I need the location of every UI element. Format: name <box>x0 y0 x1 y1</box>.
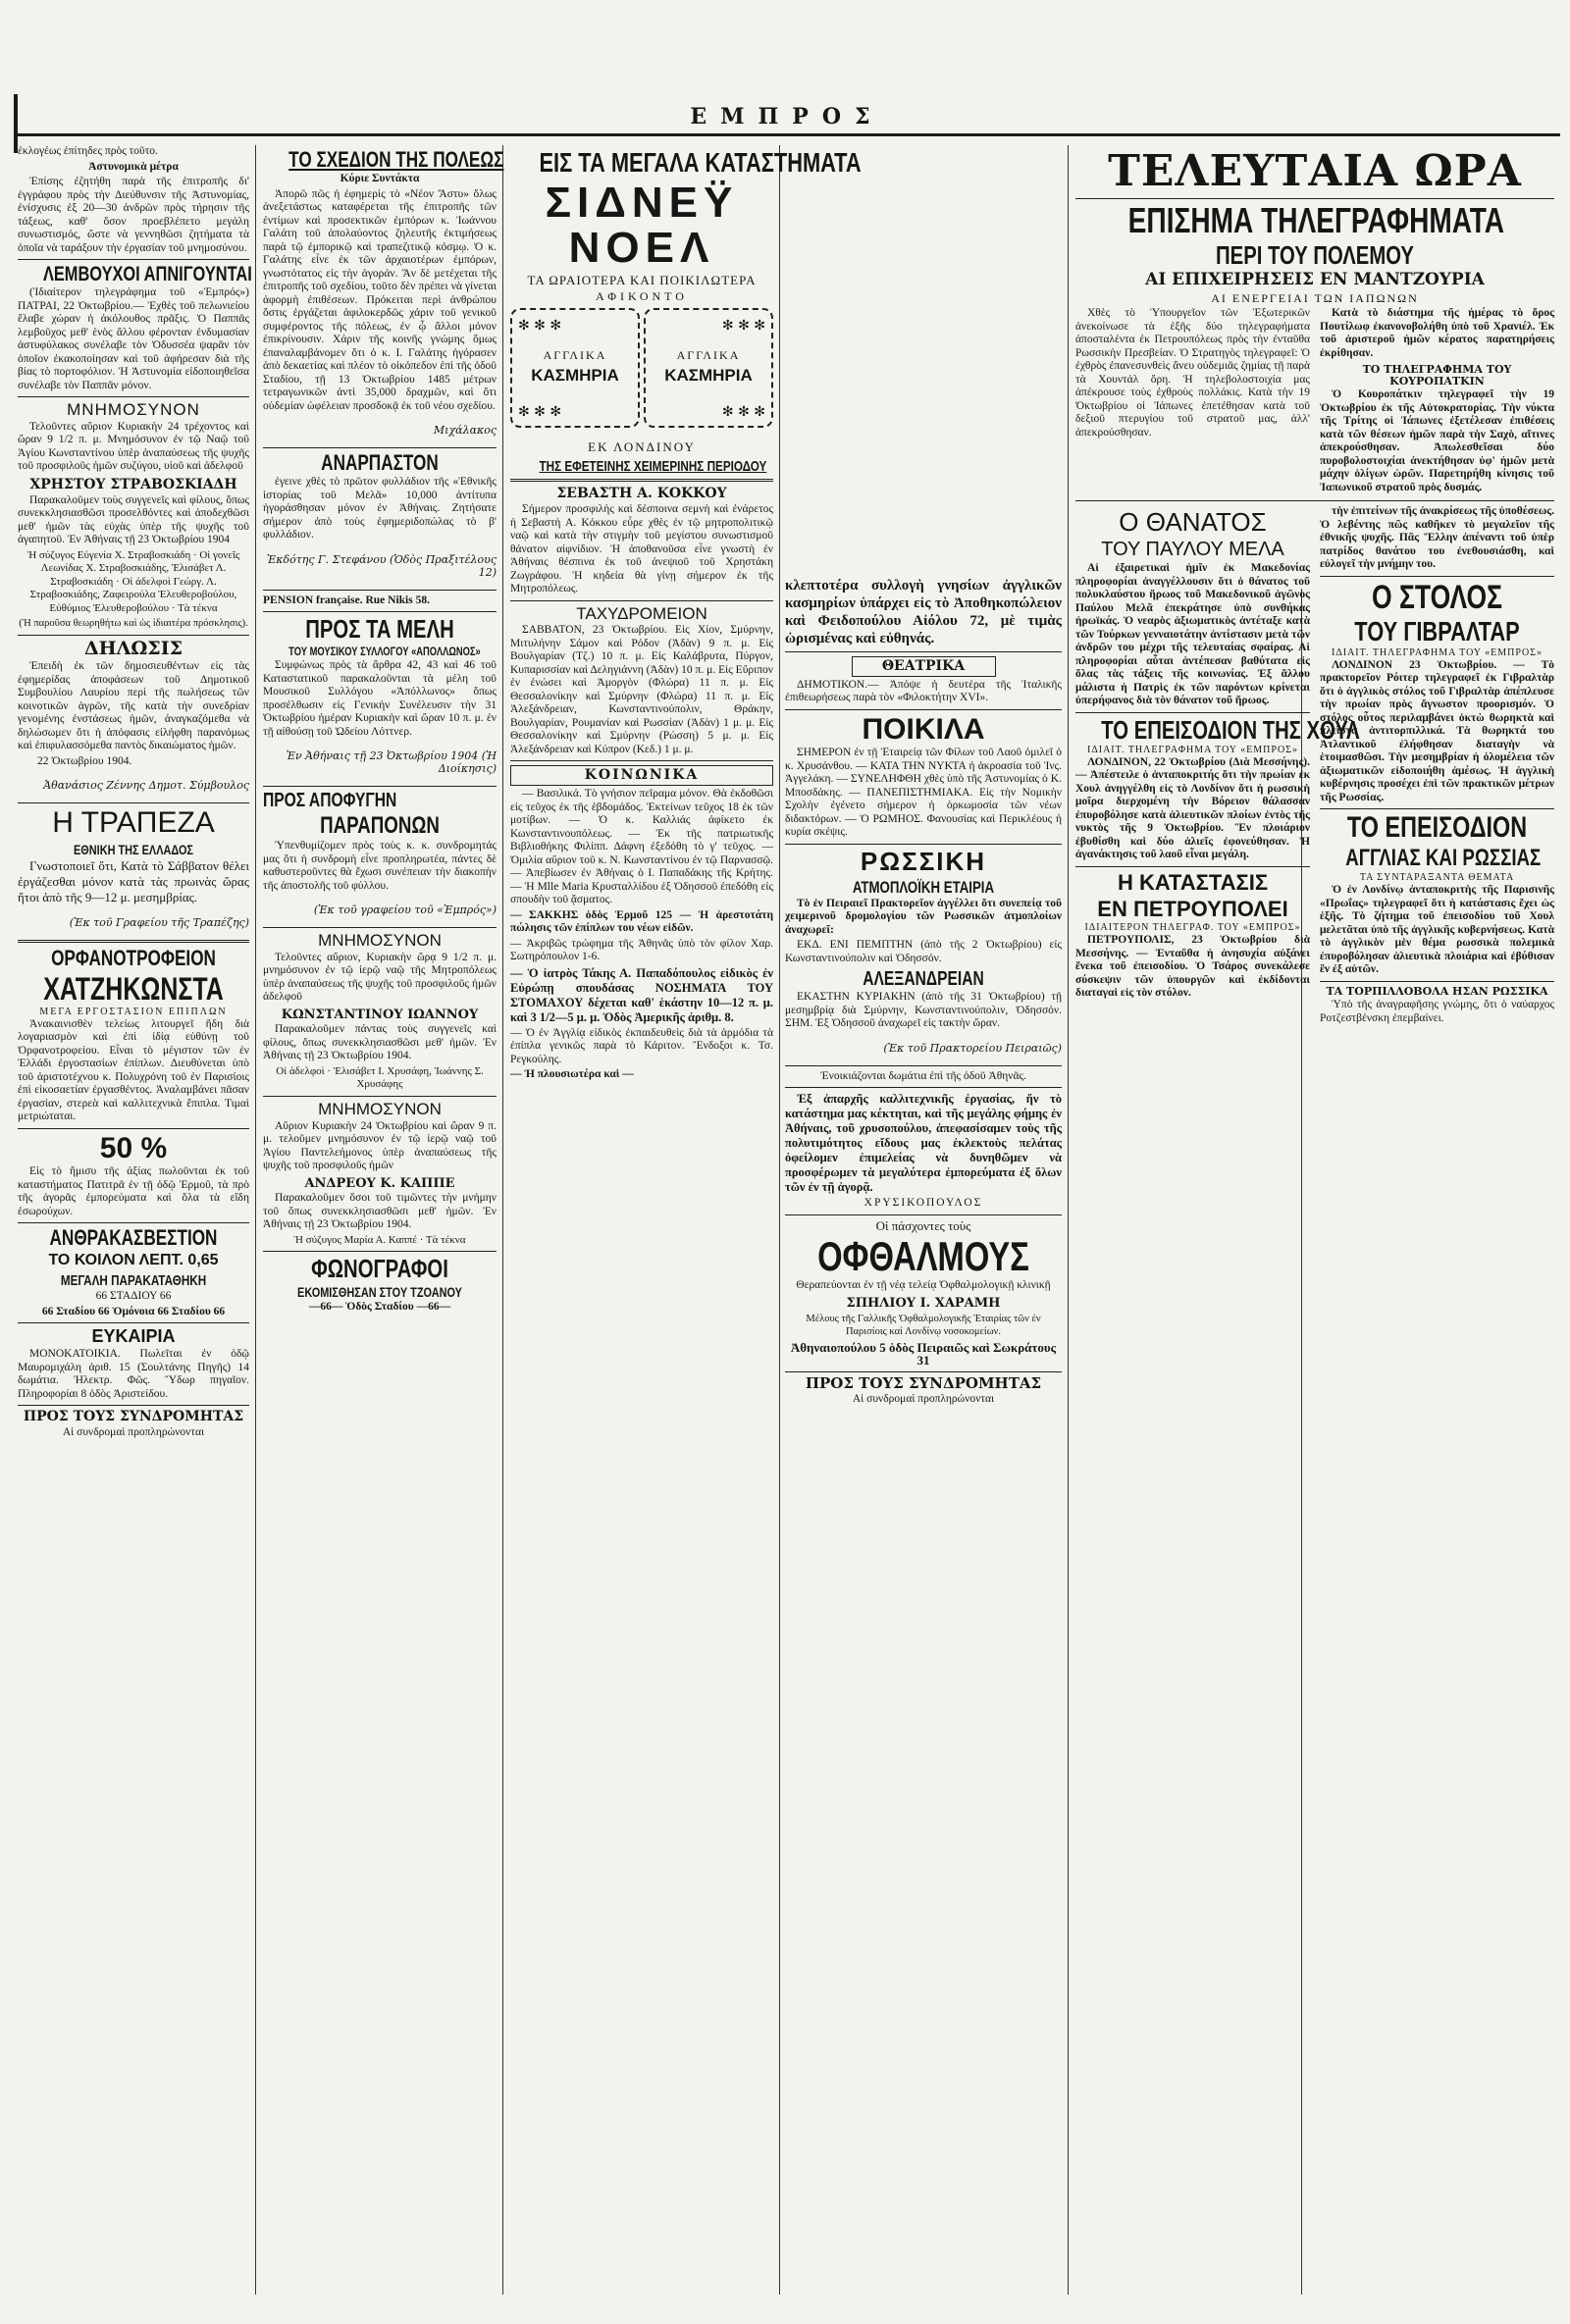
headline-theatrika: ΘΕΑΤΡΙΚΑ <box>852 656 996 677</box>
subheading: ΤΟΥ ΜΟΥΣΙΚΟΥ ΣΥΛΛΟΓΟΥ «ΑΠΟΛΛΩΝΟΣ» <box>288 645 481 658</box>
subheading: ΤΑ ΤΟΡΠΙΛΛΟΒΟΛΑ ΗΣΑΝ ΡΩΣΣΙΚΑ <box>1326 984 1548 998</box>
lower-right-col <box>1320 505 1554 1027</box>
ad-subheading: ΤΑ ΩΡΑΙΟΤΕΡΑ ΚΑΙ ΠΟΙΚΙΛΩΤΕΡΑ <box>527 273 757 288</box>
divider <box>785 1087 1062 1088</box>
star-ornament-icon: ✻ ✻ ✻ <box>518 404 562 421</box>
ad-text: Μέλους τῆς Γαλλικῆς Ὀφθαλμολογικῆς Ἑταιρίας τῶν ἐν Παρισίοις καὶ Λονδίνῳ νοσοκομείων. <box>806 1313 1041 1338</box>
ad-arrived: ΑΦΙΚΟΝΤΟ <box>596 289 688 304</box>
notice-text: Ὑπενθυμίζομεν πρὸς τοὺς κ. κ. συνδρομητάς μας ὅτι ἡ συνδρομὴ εἶνε προπληρωτέα, πάντες δὲ καθυστεροῦντες θὰ ἔχωσι συνέπειαν τὴν διακοπὴν τῆς ἀποστολῆς τοῦ φύλλου. <box>263 840 497 892</box>
divider <box>18 1405 249 1406</box>
address-line: 66 Σταδίου 66 Ὁμόνοια 66 Σταδίου 66 <box>41 1305 226 1317</box>
notice-text: Αὔριον Κυριακὴν 24 Ὀκτωβρίου καὶ ὥραν 9 π. μ. τελοῦμεν μνημόσυνον ἐν τῷ ἱερῷ ναῷ τοῦ Ἁγίου Παντελεήμονος ὑπὲρ ἀναπαύσεως τῆς ψυχῆς τοῦ προσφιλοῦς ἡμῶν <box>263 1119 497 1172</box>
lower-two-col <box>1075 505 1554 1027</box>
headline-katastasis-2: ΕΝ ΠΕΤΡΟΥΠΟΛΕΙ <box>1097 897 1288 922</box>
article-text: Ὁ Κουροπάτκιν τηλεγραφεῖ τὴν 19 Ὀκτωβρίου ἐκ τῆς Αὐτοκρατορίας. Τὴν νύκτα τῆς Τρίτης οἱ Ἰάπωνες ἐξετέλεσαν ἐπιθέσεις κατὰ τῶν θέσεων ἡμῶν παρὰ τὴν Σαχὸ, αἵτινες ἀπεκρούσθησαν. Ἀπωλεσθεῖσαι δύο πυροβολοστοιχίαι ἀνεκτήθησαν ὑφ' ἡμῶν μετὰ μάχην ὀλίγων ὡρῶν. Παρετηρήθη κίνησις τοῦ Ἰαπωνικοῦ στρατοῦ πρὸς δυσμάς. <box>1320 388 1554 493</box>
headline-tachydromeion: ΤΑΧΥΔΡΟΜΕΙΟΝ <box>576 603 707 623</box>
headline-mnemosynon: ΜΝΗΜΟΣΥΝΟΝ <box>318 931 442 950</box>
article-text: (Ἰδιαίτερον τηλεγράφημα τοῦ «Ἐμπρός») ΠΑΤΡΑΙ, 22 Ὀκτωβρίου.— Ἐχθὲς τοῦ πελωνιείου ἔλαβε χώραν ἡ ἀκόλουθος πρᾶξις. Ὁ Παππᾶς λεμβοῦχος μεθ' ἑνὸς ἄλλου φέρονταν ἐνδυμασίαν ἀστυφύλακος συνέλαβε τὸν Ὀδυσσέα ψαρᾶν τὸν ὁποῖον ἐκακοποίησαν καὶ τοῦ ἀφήρεσαν διὰ τῆς βίας τὸ πορτοφόλιον. Ἡ Ἀστυνομία εἰδοποιηθεῖσα συνέλαβε τὸν Παππᾶν μόνον. <box>18 286 249 391</box>
article-text: Ἀπορῶ πῶς ἡ ἐφημερὶς τὸ «Νέον Ἄστυ» ὅλως ἀνεξετάστως καταφέρεται τῆς ἐπιτροπῆς τῶν ἐντίμων καὶ προσεκτικῶν ἐμπόρων κ. Ἰωάννου Γαλάτη τοῦ ἀπολαύοντος ζηλευτῆς ἐκτιμήσεως παρὰ τῷ ἐμπορικῷ καὶ τραπεζιτικῷ κόσμῳ. Ὁ κ. Γαλάτης εἶνε ἐκ τῶν ἀρχαιοτέρων ἐμπόρων, γνωστότατος εἰς τὴν ἀγοράν. Ἂν δὲ μετέχεται τῆς ἐπιτροπῆς τοῦ σχεδίου, τοῦτο δὲν πρέπει νὰ γίνεται ἀφορμὴ ἐπιθέσεων. Πρόκειται περὶ ἀνθρώπου ὅστις ἐργάζεται ἀφιλοκερδῶς χάριν τοῦ γενικοῦ συμφέροντος τῆς πόλεως, ἐν ᾧ ἄλλοι μόνον ἐπικρίνουσιν. Χάριν τῆς κοινῆς γνώμης ὅμως ἐπαναλαμβάνομεν ὅτι ὁ κ. Ι. Γαλάτης ἠγόρασεν ἀπὸ δεκαετίας καὶ πλέον τὸ οἰκόπεδον ἐπὶ τῆς ὁδοῦ Σταδίου, τῇ 13 Ὀκτωβρίου 1485 μέτρων τετραγωνικῶν ἀντὶ 35,000 δραχμῶν, καὶ ὅτι οὐδεμίαν ὠφέλειαν προσδοκᾷ ἐκ τοῦ νέου σχεδίου. <box>263 187 497 412</box>
subheading: ΜΕΓΑΛΗ ΠΑΡΑΚΑΤΑΘΗΚΗ <box>60 1272 207 1290</box>
headline-subscribers: ΠΡΟΣ ΤΟΥΣ ΣΥΝΔΡΟΜΗΤΑΣ <box>805 1373 1042 1392</box>
lower-left-col <box>1075 505 1360 1027</box>
divider <box>18 940 249 943</box>
headline-thanatos: Ο ΘΑΝΑΤΟΣ <box>1119 507 1267 538</box>
headline-ops: ΑΙ ΕΠΙΧΕΙΡΗΣΕΙΣ ΕΝ ΜΑΝΤΖΟΥΡΙΑ <box>1145 270 1485 290</box>
divider <box>1320 576 1554 577</box>
notice-text: Παρακαλοῦμεν τοὺς συγγενεῖς καὶ φίλους, ὅπως συνεκκλησιασθῶσι προσελθόντες καὶ ἀποδεχθῶσι μεθ' ἡμῶν τὰς εὐχὰς ὑπὲρ τῆς ψυχῆς τοῦ ἀγαπητοῦ. Ἐν Ἀθήναις τῇ 23 Ὀκτωβρίου 1904 <box>18 493 249 546</box>
family-list: Ἡ σύζυγος Εὐγενία Χ. Στραβοσκιάδη · Οἱ γονεῖς Λεωνίδας Χ. Στραβοσκιάδης, Ἑλισάβετ Λ. Στραβοσκιάδη · Οἱ ἀδελφοὶ Γεώργ. Λ. Στραβοσκιάδης, Ζαφειρούλα Ἐλευθεροβούλου, Εὐθύμιος Ἐλευθεροβούλου · Τὰ τέκνα <box>26 548 240 614</box>
notice-signature: (Ἐκ τοῦ Γραφείου τῆς Τραπέζης) <box>69 915 249 929</box>
newspaper-title: ΕΜΠΡΟΣ <box>690 104 884 129</box>
notice-text: Γνωστοποιεῖ ὅτι, Κατὰ τὸ Σάββατον θέλει ἐργάζεσθαι μόνον κατὰ τὰς πρωινὰς ὥρας ἤτοι ἀπὸ τῆς 9—12 μ. μεσημβρίας. <box>18 857 249 904</box>
article-text: ΛΟΝΔΙΝΟΝ, 22 Ὀκτωβρίου (Διὰ Μεσσήνης). — Ἀπέστειλε ὁ ἀνταποκριτής ὅτι τὴν πρωίαν ἐκ Χουλ ἀνηγγέλθη εἰς τὸ Λονδίνον ὅτι ἡ ρωσσικὴ μοῖρα διερχομένη τὴν Βόρειον θάλασσαν ἐπυροβόλησε κατὰ ἁλιευτικῶν πλοίων ἐντὸς τῆς νυκτὸς τῆς 9 Ὀκτωβρίου. Ἓν πλοιάριον ἐβυθίσθη καὶ δύο ἁλιεῖς ἐφονεύθησαν. Ἡ ἀγανάκτησις τοῦ λαοῦ εἶναι μεγάλη. <box>1075 755 1310 861</box>
price-line: ΤΟ ΚΟΙΛΟΝ ΛΕΠΤ. 0,65 <box>48 1252 219 1269</box>
notice-text: Τελοῦντες αὔριον Κυριακὴν 24 τρέχοντος καὶ ὥραν 9 1/2 π. μ. Μνημόσυνον ἐν τῷ Ναῷ τοῦ Ἁγίου Κωνσταντίνου ὑπὲρ ἀναπαύσεως τῆς ψυχῆς τοῦ προσφιλοῦς ἡμῶν συζύγου, υἱοῦ καὶ ἀδελφοῦ <box>18 420 249 473</box>
divider <box>263 611 497 612</box>
headline-last-hour: ΤΕΛΕΥΤΑΙΑ ΩΡΑ <box>1108 146 1522 196</box>
divider <box>18 1322 249 1323</box>
divider <box>510 760 773 761</box>
divider <box>510 479 773 482</box>
notice-signature: Ἀθανάσιος Ζέννης Δημοτ. Σύμβουλος <box>43 779 249 793</box>
star-ornament-icon: ✻ ✻ ✻ <box>721 318 765 335</box>
subheading: ΤΑ ΣΥΝΤΑΡΑΞΑΝΤΑ ΘΕΜΑΤΑ <box>1359 872 1515 884</box>
ad-label: ΚΑΣΜΗΡΙΑ <box>531 366 619 386</box>
subheading: ΑΤΜΟΠΛΟΪΚΗ ΕΤΑΙΡΙΑ <box>852 877 995 897</box>
divider <box>785 844 1062 845</box>
article-text: Ὑπὸ τῆς ἀναγραφῆσης γνώμης, ὅτι ὁ ναύαρχος Ροτζεστβένσκη ἐπεμβαίνει. <box>1320 999 1554 1024</box>
notice-text: Παρακαλοῦμεν ὅσοι τοῦ τιμῶντες τὴν μνήμην τοῦ ὅπως συνεκκλησιασθῶσι μεθ' ἡμῶν. Ἐν Ἀθήναις τῇ 23 Ὀκτωβρίου 1904. <box>263 1192 497 1231</box>
divider <box>263 927 497 928</box>
masthead <box>14 94 1560 136</box>
ad-star-panels <box>510 308 773 436</box>
ad-text: Ἀνακαινισθὲν τελείως λιτουργεῖ ἤδη διὰ λογαριασμὸν καὶ ἐπὶ ἰδίᾳ εὐθύνῃ τοῦ Ὀρφανοτροφείου. Εἶναι τὸ μέγιστον τῶν ἐν Ἑλλάδι ἐργοστασίων ἐπίπλων. Διευθύνεται ὑπὸ τοῦ ἀριστοτέχνου κ. Πολυχρόνη τοῦ ἐν Παρισίοις ἐπὶ εἰκοσαετίαν ἐργασθέντος. Ἀναλαμβάνει πᾶσαν ἐργασίαν, στερεὰ καὶ καλλιτεχνικὰ ἔπιπλα. Τιμαὶ μετριώταται. <box>18 1017 249 1123</box>
divider <box>18 259 249 260</box>
headline-orfanotrofeion: ΟΡΦΑΝΟΤΡΟΦΕΙΟΝ <box>51 945 216 970</box>
divider <box>1075 198 1554 199</box>
divider <box>18 802 249 803</box>
article-text: ΣΗΜΕΡΟΝ ἐν τῇ Ἑταιρείᾳ τῶν Φίλων τοῦ Λαοῦ ὁμιλεῖ ὁ κ. Χρυσάνθου. — ΚΑΤΑ ΤΗΝ ΝΥΚΤΑ ἡ ἀκροασία τοῦ Ἰνς. Ἀγγελάκη. — ΣΥΝΕΛΗΦΘΗ χθὲς ὑπὸ τῆς Ἀστυνομίας ὁ Κ. Μποσδάκης. — ΠΑΝΕΠΙΣΤΗΜΙΑΚΑ. Εἰς τὴν Νομικὴν Σχολὴν ἐγένετο σήμερον ἡ ὁρκωμοσία τῶν νέων διδακτόρων. — Ὁ ΡΩΜΗΟΣ. Φανουσίας καὶ Περικλέους ἡ κυρία σκέψις. <box>785 747 1062 839</box>
star-ornament-icon: ✻ ✻ ✻ <box>721 404 765 421</box>
divider <box>785 1214 1062 1215</box>
column-4 <box>785 577 1062 1409</box>
column-rule <box>502 145 503 2295</box>
subheading: ΑΙ ΕΝΕΡΓΕΙΑΙ ΤΩΝ ΙΑΠΩΝΩΝ <box>1211 291 1419 306</box>
address-line: —66— Ὁδὸς Σταδίου —66— <box>308 1301 451 1314</box>
divider <box>1075 866 1310 867</box>
headline-anarpaston: ΑΝΑΡΠΑΣΤΟΝ <box>321 450 439 475</box>
ad-text: κλεπτοτέρα συλλογὴ γνησίων ἀγγλικῶν κασμηρίων ὑπάρχει εἰς τὸ Ἀποθηκοπώλειον καὶ Φειδοπούλου Αἰόλου 72, μὲ τιμὰς ὡρισμένας καὶ εὐθηνάς. <box>785 578 1062 646</box>
ad-text: Ἐξ ἀπαρχῆς καλλιτεχνικῆς ἐργασίας, ἥν τὸ κατάστημα μας κέκτηται, καὶ τῆς μεγάλης φήμης ἐν Ἀθήναις, τοῦ χρυσοπούλου, ἀπεφασίσαμεν τοὺς τῆς πολυτιμότητος εἴδους μας ἐκλεκτοὺς πελάτας ὀφείλομεν ἐπιμελείας νὰ δυνηθῶμεν νὰ προσφέρωμεν τὰ μεγαλύτερα ἐμπορεύματα ἐξ ὅλων τῶν ἐν τῇ ἀγορᾷ. <box>785 1092 1062 1195</box>
divider <box>263 1096 497 1097</box>
headline-anthrakes: ΑΝΘΡΑΚΑΣΒΕΣΤΙΟΝ <box>49 1225 218 1251</box>
ad-text: Ἐνοικιάζονται δωμάτια ἐπὶ τῆς ὁδοῦ Ἀθηνᾶς. <box>820 1069 1026 1082</box>
divider <box>263 786 497 787</box>
headline-mnemosynon: ΜΝΗΜΟΣΥΝΟΝ <box>67 400 200 419</box>
notice-text: Συμφώνως πρὸς τὰ ἄρθρα 42, 43 καὶ 46 τοῦ Καταστατικοῦ παρακαλοῦνται τὰ μέλη τοῦ Μουσικοῦ Συλλόγου «Ἀπόλλωνος» ὅπως προσέλθωσιν εἰς Γενικὴν Συνέλευσιν τὴν 31 Ὀκτωβρίου ἡμέραν Κυριακὴν καὶ ὥραν 10 π. μ. ἐν τῇ αἰθούσῃ τοῦ Ὠδείου Λόττνερ. <box>263 659 497 738</box>
star-ornament-icon: ✻ ✻ ✻ <box>518 318 562 335</box>
column-rule <box>1068 145 1069 2295</box>
divider <box>263 447 497 448</box>
article-text: Σήμερον προσφιλὴς καὶ δέσποινα σεμνὴ καὶ ἐνάρετος ἡ Σεβαστὴ Α. Κόκκου εὗρε χθὲς ἐν τῷ μητροπολιτικῷ ναῷ καὶ κατὰ τὴν στιγμὴν τοῦ μεγίστου συνωστισμοῦ θάνατον αἰφνίδιον. Ἡ ἀποθανοῦσα εἶνε γνωστὴ ἐν Ἀθήναις θέσπινα ἐκ τοῦ ἀνεψιοῦ τοῦ Χρηστάκη Ζωγράφου. Ἡ κηδεία θὰ γίνῃ σήμερον ἐκ τῆς Μητροπόλεως. <box>510 503 773 595</box>
pension-ad: PENSION française. Rue Nikis 58. <box>263 594 430 606</box>
headline-mnemosynon: ΜΝΗΜΟΣΥΝΟΝ <box>318 1099 442 1118</box>
divider <box>18 1128 249 1129</box>
subheading: ΙΔΙΑΙΤ. ΤΗΛΕΓΡΑΦΗΜΑ ΤΟΥ «ΕΜΠΡΟΣ» <box>1086 744 1298 755</box>
ad-text: — Ἡ πλουσιωτέρα καὶ — <box>510 1068 634 1081</box>
ops-two-col <box>1075 307 1554 496</box>
star-panel-right <box>644 308 773 428</box>
headline-subscribers: ΠΡΟΣ ΤΟΥΣ ΣΥΝΔΡΟΜΗΤΑΣ <box>23 1409 244 1425</box>
deceased-name: ΚΩΝΣΤΑΝΤΙΝΟΥ ΙΩΑΝΝΟΥ <box>281 1007 479 1022</box>
column-2 <box>263 145 504 1317</box>
notice-note: (Ἡ παροῦσα θεωρηθήτω καὶ ὡς ἰδιαιτέρα πρόσκλησις). <box>19 618 248 630</box>
article-text: Κατὰ τὸ διάστημα τῆς ἡμέρας τὸ ὄρος Πουτίλωφ ἐκανονοβολήθη ὑπὸ τοῦ Χρανιέλ. Ἐκ τοῦ ἀριστεροῦ ἡμῶν κέρατος παρατηρήσεις ἐκρίθησαν. <box>1320 307 1554 359</box>
notice-text: Ἐπειδὴ ἐκ τῶν δημοσιευθέντων εἰς τὰς ἐφημερίδας ἀποφάσεων τοῦ Δημοτικοῦ Συμβουλίου Λαυρίου περὶ τῆς πωλήσεως τῶν κοινοτικῶν ἀγρῶν, τῆς κατὰ τὴν συνεδρίαν γενομένης ἐνστάσεως ἡμῶν, ἀναγκαζόμεθα νὰ δηλώσωμεν ὅτι ἡ ἀπόφασις εἰλήφθη παρανόμως καὶ ἐπιφυλασσόμεθα παντὸς δικαιώματος ἡμῶν. <box>18 660 249 752</box>
column-3 <box>510 145 862 1084</box>
divider <box>18 1222 249 1223</box>
headline-meli: ΠΡΟΣ ΤΑ ΜΕΛΗ <box>305 614 454 644</box>
headline-kokkou: ΣΕΒΑΣΤΗ Α. ΚΟΚΚΟΥ <box>556 486 727 502</box>
family-list: Οἱ ἀδελφοὶ · Ἑλισάβετ Ι. Χρυσάφη, Ἰωάννης Σ. Χρυσάφης <box>276 1064 484 1091</box>
ad-text: ΕΚΔ. ΕΝΙ ΠΕΜΠΤΗΝ (ἀπὸ τῆς 2 Ὀκτωβρίου) εἰς Κωνσταντινούπολιν καὶ Ὀδησσόν. <box>785 939 1062 964</box>
ad-text: — Ἀκριβῶς τρώφημα τῆς Ἀθηνᾶς ὑπὸ τὸν φίλον Χαρ. Σωτηρόπουλον 1-6. <box>510 937 773 963</box>
article-text: — Βασιλικά. Τὸ γνήσιον πεῖραμα μόνον. Θὰ ἐκδοθῶσι εἰς τεῦχος ἐκ τῆς ἑβδομάδος. Ἐκτείνων τεῦχος 18 ἐκ τῶν μοτίβων. — Ὁ κ. Καλλιάς ἀφίκετο ἐκ Κωνσταντινουπόλεως. — Ἐκ τῆς πατριωτικῆς Βιβλιοθήκης Φιλίππ. Δάφνη ἐξεδόθη τὸ γ' τεῦχος. — Ὁμιλία αὔριον τοῦ κ. Ν. Κωνσταντίνου ἐν τῷ Παρνασσῷ. — Ἀπεβίωσεν ἐν Ἀθήναις ὁ Ι. Παπαδάκης τῆς Κρήτης. — Ἡ Mlle Maria Κρυσταλλίδου ἐξ Ὀδησσοῦ ἐπεδόθη εἰς σπουδὴν τοῦ ᾄσματος. <box>510 788 773 906</box>
article-signature: Μιχάλακος <box>433 424 497 437</box>
letter-greeting: Κύριε Συντάκτα <box>340 173 420 184</box>
subscribers-text: Αἱ συνδρομαὶ προπληρώνονται <box>62 1425 205 1438</box>
ad-text: ἐγεινε χθὲς τὸ πρῶτον φυλλάδιον τῆς «Ἐθνικῆς ἱστορίας τοῦ Μελᾶ» 10,000 ἀντίτυπα ἠγοράσθησαν μόνον ἐν Ἀθήναις. Ζητήσατε σήμερον ἀπὸ τοὺς ἐφημεριδοπώλας τὸ β' φυλλάδιον. <box>263 476 497 541</box>
headline-thanatos-2: ΤΟΥ ΠΑΥΛΟΥ ΜΕΛΑ <box>1101 539 1284 561</box>
ad-text: — ΣΑΚΚΗΣ ὁδὸς Ἑρμοῦ 125 — Ἡ ἀρεστοτάτη πώλησις τῶν ἐπίπλων του νέων εἰδῶν. <box>510 908 773 935</box>
headline-official: ΕΠΙΣΗΜΑ ΤΗΛΕΓΡΑΦΗΜΑΤΑ <box>1127 200 1505 241</box>
headline-apofygi: ΠΡΟΣ ΑΠΟΦΥΓΗΝ <box>263 790 397 811</box>
family-list: Ἡ σύζυγος Μαρία Α. Καππέ · Τὰ τέκνα <box>293 1233 466 1246</box>
address-line: 66 ΣΤΑΔΙΟΥ 66 <box>95 1290 172 1303</box>
ad-signature: Ἐκδότης Γ. Στεφάνου (Ὁδὸς Πραξιτέλους 12) <box>266 552 497 579</box>
article-text: Χθὲς τὸ Ὑπουργεῖον τῶν Ἐξωτερικῶν ἀνεκοίνωσε τὰ ἑξῆς δύο τηλεγραφήματα ἀποσταλέντα ἐκ Πετρουπόλεως πρὸς τὴν ἐνταῦθα Ρωσσικὴν Πρεσβείαν. Ὁ Στρατηγὸς τηλεγραφεῖ: Ὁ ἐχθρὸς ἐπανεσυνθεὶς ἄνευ οὐδεμιᾶς ζημίας τῇ παρὰ τὰ Χουντάλ ὄρη. Ἡ τηλεβολοστοιχία μας ἀπέκρουσε τοὺς ἐχθροὺς πολλάκις. Κατὰ τὴν 19 Ὀκτωβρίου οἱ Ἰάπωνες ἐπετέθησαν κατὰ τοῦ δεξιοῦ πτερυγίου τοῦ στρατοῦ μας, ἀλλ' ἀπεκρούσθησαν. <box>1075 307 1310 439</box>
column-5 <box>1075 145 1554 1027</box>
article-text: Ἐπίσης ἐζητήθη παρὰ τῆς ἐπιτροπῆς δι' ἐγγράφου πρὸς τὴν Διεύθυνσιν τῆς Ἀστυνομίας, ἐνίσχυσις ἐξ 20—30 ἀνδρῶν πρὸς τήρησιν τῆς τάξεως, καθ' ὅσον προεβλέπετο μεγάλη συνωστισμός, ὥστε νὰ γεννηθῶσι ζητήματα τὰ ὁποῖα νὰ ταράξουν τὴν ἐργασίαν τοῦ μνημοσύνου. <box>18 176 249 254</box>
deceased-name: ΑΝΔΡΕΟΥ Κ. ΚΑΠΠΕ <box>304 1175 455 1191</box>
ad-lead: Οἱ πάσχοντες τοὺς <box>875 1217 971 1233</box>
ad-label: ΚΑΣΜΗΡΙΑ <box>664 366 753 386</box>
article-text: ΠΕΤΡΟΥΠΟΛΙΣ, 23 Ὀκτωβρίου διὰ Μεσσήνης. — Ἐνταῦθα ἡ ἀνησυχία αὐξάνει ἕνεκα τοῦ ἐπεισοδίου. Ὁ Τσάρος συνεκάλεσε σύσκεψιν τῶν ὑπουργῶν καὶ ἐκδίδονται διαταγαὶ εἰς τὸν στόλον. <box>1075 934 1310 1000</box>
article-text: ΛΟΝΔΙΝΟΝ 23 Ὀκτωβρίου. — Τὸ πρακτορεῖον Ρόιτερ τηλεγραφεῖ ἐκ Γιβραλτὰρ ὅτι ὁ ἀγγλικὸς στόλος τοῦ Γιβραλτὰρ ἀπέπλευσε τὴν πρωίαν πρὸς ἄγνωστον προορισμόν. Ὁ στόλος οὗτος περιλαμβάνει ὀκτὼ θωρηκτὰ καὶ πλεῖστα ἀντιτορπιλλικά. Τὰ θωρηκτά του Ἀτλαντικοῦ ἐλήφθησαν διαταγὴν νὰ ἑτοιμασθῶσι. Τὴν μεσημβρίαν ἡ ὁλομέλεια τῶν ἀξιωματικῶν εἰδοποιήθη ἀμέσως. Ἡ ἀγγλικὴ κυβέρνησις προσέχει ἐπὶ τῶν πρακτικῶν μέτρων τῆς Ρωσσίας. <box>1320 658 1554 803</box>
article-text: ΣΑΒΒΑΤΟΝ, 23 Ὀκτωβρίου. Εἰς Χίον, Σμύρνην, Μιτυλήνην Σάμον καὶ Ρόδον (Ἀδὰν) 9 π. μ. Εἰς Βουλγαρίαν (Τζ.) 10 π. μ. Εἰς Καλάβρυτα, Πύργον, Κυπαρισσίαν καὶ Δεληγιάννη (Ἀδὰν) 10 π. μ. Εἰς Εὔριπον ἐν ἑνώσει καὶ Ἀμοργὸν (Φλώρα) 11 π. μ. Εἰς Θεσσαλονίκην καὶ Σμύρνην (Φλώρα) 11 π. μ. Εἰς Ἀλεξάνδρειαν, Κωνσταντινούπολιν, Θράκην, Βουλγαρίαν, Ρουμανίαν καὶ Ρωσσίαν (Ἀδὰν) 1 μ. μ. Εἰς Θεσσαλονίκην καὶ Σμύρνην (Ρώσση) 5 μ. μ. Εἰς Ἀλεξάνδρειαν καὶ Κύπρον (Κεδ.) 1 μ. μ. <box>510 624 773 755</box>
ad-text: Εἰς τὸ ἥμισυ τῆς ἀξίας πωλοῦνται ἐκ τοῦ καταστήματος Πατιτρᾶ ἐν τῇ ὁδῷ Ἑρμοῦ, τὰ πρὸ τῆς ἀγορᾶς ἐμπορεύματα καὶ ὅλα τὰ εἴδη ἐσωρούχων. <box>18 1165 249 1217</box>
ad-store-name: ΣΙΔΝΕΫ ΝΟΕΛ <box>545 179 739 273</box>
divider <box>263 590 497 591</box>
article-text: Ὁ ἐν Λονδίνῳ ἀνταποκριτὴς τῆς Παρισινῆς «Πρωΐας» τηλεγραφεῖ ὅτι ἡ κατάστασις ἔχει ὡς ἑξῆς. Τὸ ζήτημα τοῦ ἐπεισοδίου τοῦ Χουλ μελετᾶται ὑπὸ τῆς ἀγγλικῆς κυβερνήσεως. Κατὰ τὸ ἀγγλικὸν μὲν θέμα ρωσσικὰ πολεμικὰ ἐπυροβόλησαν ἀλιευτικὰ πλοιάρια καὶ ἐβύθισαν ἓν ἐξ αὐτῶν. <box>1320 884 1554 976</box>
headline-war: ΠΕΡΙ ΤΟΥ ΠΟΛΕΜΟΥ <box>1216 240 1414 271</box>
divider <box>785 651 1062 652</box>
headline-schedio: ΤΟ ΣΧΕΔΙΟΝ ΤΗΣ ΠΟΛΕΩΣ <box>288 147 504 172</box>
ad-text: ΕΚΑΣΤΗΝ ΚΥΡΙΑΚΗΝ (ἀπὸ τῆς 31 Ὀκτωβρίου) τῇ μεσημβρίᾳ διὰ Σμύρνην, Κωνσταντινούπολιν, Ὀδησσόν. ΣΗΜ. Ἐξ Ὀδησσοῦ ἀναχωρεῖ εἰς τακτὴν ὥραν. <box>785 991 1062 1030</box>
divider <box>785 709 1062 710</box>
headline-houl: ΤΟ ΕΠΕΙΣΟΔΙΟΝ ΤΗΣ ΧΟΥΛ <box>1101 714 1360 745</box>
deceased-name: ΧΡΗΣΤΟΥ ΣΤΡΑΒΟΣΚΙΑΔΗ <box>29 476 237 492</box>
column-1 <box>18 145 252 1441</box>
notice-text: Παρακαλοῦμεν πάντας τοὺς συγγενεῖς καὶ φίλους, ὅπως συνεκκλησιασθῶσι μεθ' ἡμῶν. Ἐν Ἀθήναις τῇ 23 Ὀκτωβρίου 1904. <box>263 1023 497 1062</box>
subheading: ΙΔΙΑΙΤΕΡΟΝ ΤΗΛΕΓΡΑΦ. ΤΟΥ «ΕΜΠΡΟΣ» <box>1084 922 1301 934</box>
ad-signature: ΧΡΥΣΙΚΟΠΟΥΛΟΣ <box>864 1197 983 1210</box>
column-rule <box>779 145 780 2295</box>
article-text: ἐκλογέως ἐπίτηδες πρὸς τοῦτο. <box>18 145 158 157</box>
headline-katastasis: Η ΚΑΤΑΣΤΑΣΙΣ <box>1117 869 1269 895</box>
divider <box>1320 981 1554 982</box>
article-text: ΔΗΜΟΤΙΚΟΝ.— Ἀπόψε ἡ δευτέρα τῆς Ἰταλικῆς ἐπιθεωρήσεως παρὰ τὸν «Φιλοκτήτην ΧVI». <box>785 678 1062 704</box>
article-text: τὴν ἐπιτείνων τῆς ἀνακρίσεως τῆς ὑποθέσεως. Ὁ λεβέντης πῶς καθῆκεν τὸ μεγαλεῖον τῆς ἐθνικῆς ψυχῆς. Πᾶς Ἕλλην ἀπέναντι τοῦ ὑπὲρ πατρίδος θανάτου του ἐνεθουσιάσθη, καὶ εὐλογεῖ τὴν μνήμην του. <box>1320 505 1554 571</box>
address-line: Ἀθηναιοπούλου 5 ὁδὸς Πειραιῶς καὶ Σωκράτους 31 <box>790 1339 1057 1369</box>
ad-text: Τὸ ἐν Πειραιεῖ Πρακτορεῖον ἀγγέλλει ὅτι συνεπείᾳ τοῦ χειμερινοῦ δρομολογίου τῶν Ρωσσικῶν ἀτμοπλοίων ἀναχωρεῖ: <box>785 897 1062 936</box>
ops-side-col <box>1320 307 1554 496</box>
ad-signature: (Ἐκ τοῦ Πρακτορείου Πειραιῶς) <box>883 1041 1062 1055</box>
subheading: ΤΟ ΤΗΛΕΓΡΑΦΗΜΑ ΤΟΥ ΚΟΥΡΟΠΑΤΚΙΝ <box>1362 363 1512 387</box>
divider <box>263 1251 497 1252</box>
headline-stolos: Ο ΣΤΟΛΟΣ <box>1371 578 1503 616</box>
ad-headline: ΕΙΣ ΤΑ ΜΕΓΑΛΑ ΚΑΤΑΣΤΗΜΑΤΑ <box>539 147 862 178</box>
ad-label: ΑΓΓΛΙΚΑ <box>543 348 607 363</box>
section-heading: Ἀστυνομικὰ μέτρα <box>88 160 179 173</box>
divider <box>1320 808 1554 809</box>
ad-text: ΜΟΝΟΚΑΤΟΙΚΙΑ. Πωλεῖται ἐν ὁδῷ Μαυρομιχάλη ἀριθ. 15 (Σουλτάνης Πηγῆς) 14 δωμάτια. Ἠλεκτρ. Φῶς. Ὕδωρ πηγαῖον. Πληροφορίαι 8 ὁδὸς Ἀριστείδου. <box>18 1348 249 1400</box>
star-panel-left <box>510 308 640 428</box>
subheading: ΕΘΝΙΚΗ ΤΗΣ ΕΛΛΑΔΟΣ <box>74 841 193 857</box>
headline-rossiki: ΡΩΣΣΙΚΗ <box>860 846 987 876</box>
divider <box>785 1371 1062 1372</box>
headline-trapeza: Η ΤΡΑΠΕΖΑ <box>52 806 215 840</box>
headline-hatzikonsta: ΧΑΤΖΗΚΩΝΣΤΑ <box>43 970 224 1007</box>
headline-leimonoi: ΛΕΜΒΟΥΧΟΙ ΑΠΝΙΓΟΥΝΤΑΙ <box>42 263 252 285</box>
ad-origin: ΕΚ ΛΟΝΔΙΝΟΥ <box>588 439 696 455</box>
ad-eyes-headline: ΟΦΘΑΛΜΟΥΣ <box>817 1233 1029 1280</box>
headline-stolos-2: ΤΟΥ ΓΙΒΡΑΛΤΑΡ <box>1354 615 1520 646</box>
divider <box>18 396 249 397</box>
divider <box>510 600 773 601</box>
divider <box>785 1065 1062 1066</box>
divider <box>1075 500 1554 501</box>
subheading: ΜΕΓΑ ΕΡΓΟΣΤΑΣΙΟΝ ΕΠΙΠΛΩΝ <box>39 1006 228 1017</box>
ad-text: Θεραπεύονται ἐν τῇ νέᾳ τελείᾳ Ὀφθαλμολογικῇ κλινικῇ <box>796 1279 1051 1292</box>
discount-figure: 50 % <box>99 1131 168 1164</box>
doctor-name: ΣΠΗΛΙΟΥ Ι. ΧΑΡΑΜΗ <box>846 1295 1001 1311</box>
notice-date: 22 Ὀκτωβρίου 1904. <box>37 754 132 767</box>
headline-poikila: ΠΟΙΚΙΛΑ <box>862 712 985 746</box>
ad-text: — Ὁ ἰατρὸς Τάκης Α. Παπαδόπουλος εἰδικὸς ἐν Εὐρώπῃ σπουδάσας ΝΟΣΗΜΑΤΑ ΤΟΥ ΣΤΟΜΑΧΟΥ δέχεται καθ' ἑκάστην 10—12 π. μ. καὶ 3 1/2—5 μ. μ. Ὁδὸς Ἀμερικῆς ἀριθμ. 8. <box>510 965 773 1024</box>
article-text: Αἱ ἐξαιρετικαὶ ἡμῖν ἐκ Μακεδονίας πληροφορίαι ἀναγγέλλουσιν ὅτι ὁ θάνατος τοῦ πολυκλαύστου ἥρωος τοῦ Μακεδονικοῦ ἀγῶνος Παύλου Μελᾶ ἐπεκράτησε ὑπὸ συνθήκας ἡρωϊκάς. Ὁ νεαρὸς ἀξιωματικὸς ἀντέταξε κατὰ τῶν Τούρκων γενναιοτάτην ἀντίστασιν μετὰ τῶν ἀνδρῶν του μέχρι τῆς τελευταίας σφαίρας. Αἱ πληροφορίαι αὗται ἀντέπεσαν βαθύτατα εἰς ὅλας τὰς τάξεις τῆς κοινωνίας. Ἐξ ἄλλου μάλιστα ἡ Πατρὶς ἐκ τῶν παρόντων κρίνεται ὑπερήφανος διὰ τὸν θάνατον τοῦ ἥρωος. <box>1075 562 1310 707</box>
notice-signature: (Ἐκ τοῦ γραφείου τοῦ «Ἐμπρός») <box>313 904 497 916</box>
ad-label: ΑΓΓΛΙΚΑ <box>676 348 741 363</box>
subheading: ΙΔΙΑΙΤ. ΤΗΛΕΓΡΑΦΗΜΑ ΤΟΥ «ΕΜΠΡΟΣ» <box>1331 646 1543 658</box>
headline-koinonika: ΚΟΙΝΩΝΙΚΑ <box>510 765 773 786</box>
headline-parapono: ΠΑΡΑΠΟΝΩΝ <box>320 812 440 839</box>
ad-season: ΤΗΣ ΕΦΕΤΕΙΝΗΣ ΧΕΙΜΕΡΙΝΗΣ ΠΕΡΙΟΔΟΥ <box>539 458 767 476</box>
column-rule <box>255 145 256 2295</box>
headline-eukairia: ΕΥΚΑΙΡΙΑ <box>91 1326 176 1347</box>
ad-text: — Ὁ ἐν Ἀγγλίᾳ εἰδικὸς ἐκπαιδευθεὶς διὰ τὰ ἀρμόδια τὰ ἐπίπλα γενικῶς παρὰ τὸ Κάριτον. Ἔνδοξοι κ. Τσ. Ρεγκούλης. <box>510 1026 773 1065</box>
notice-text: Τελοῦντες αὔριον, Κυριακὴν ὥρᾳ 9 1/2 π. μ. μνημόσυνον ἐν τῷ ἱερῷ ναῷ τῆς Μητροπόλεως ὑπὲρ ἀναπαύσεως τῆς ψυχῆς τοῦ προσφιλοῦς ἡμῶν ἀδελφοῦ <box>263 951 497 1004</box>
headline-fonografoi: ΦΩΝΟΓΡΑΦΟΙ <box>311 1254 448 1284</box>
headline-delosis: ΔΗΛΩΣΙΣ <box>83 637 183 659</box>
subscribers-text: Αἱ συνδρομαὶ προπληρώνονται <box>852 1393 995 1406</box>
headline-epeisodion-2: ΑΓΓΛΙΑΣ ΚΑΙ ΡΩΣΣΙΑΣ <box>1345 845 1542 872</box>
headline-epeisodion: ΤΟ ΕΠΕΙΣΟΔΙΟΝ <box>1346 811 1528 845</box>
subheading: ΕΚΟΜΙΣΘΗΣΑΝ ΣΤΟΥ ΤΖΟΑΝΟΥ <box>297 1284 462 1301</box>
divider <box>18 635 249 636</box>
notice-signature: Ἐν Ἀθήναις τῇ 23 Ὀκτωβρίου 1904 (Ἡ Διοίκησις) <box>286 749 497 775</box>
divider <box>1075 712 1310 713</box>
ad-destination: ΑΛΕΞΑΝΔΡΕΙΑΝ <box>863 968 984 991</box>
